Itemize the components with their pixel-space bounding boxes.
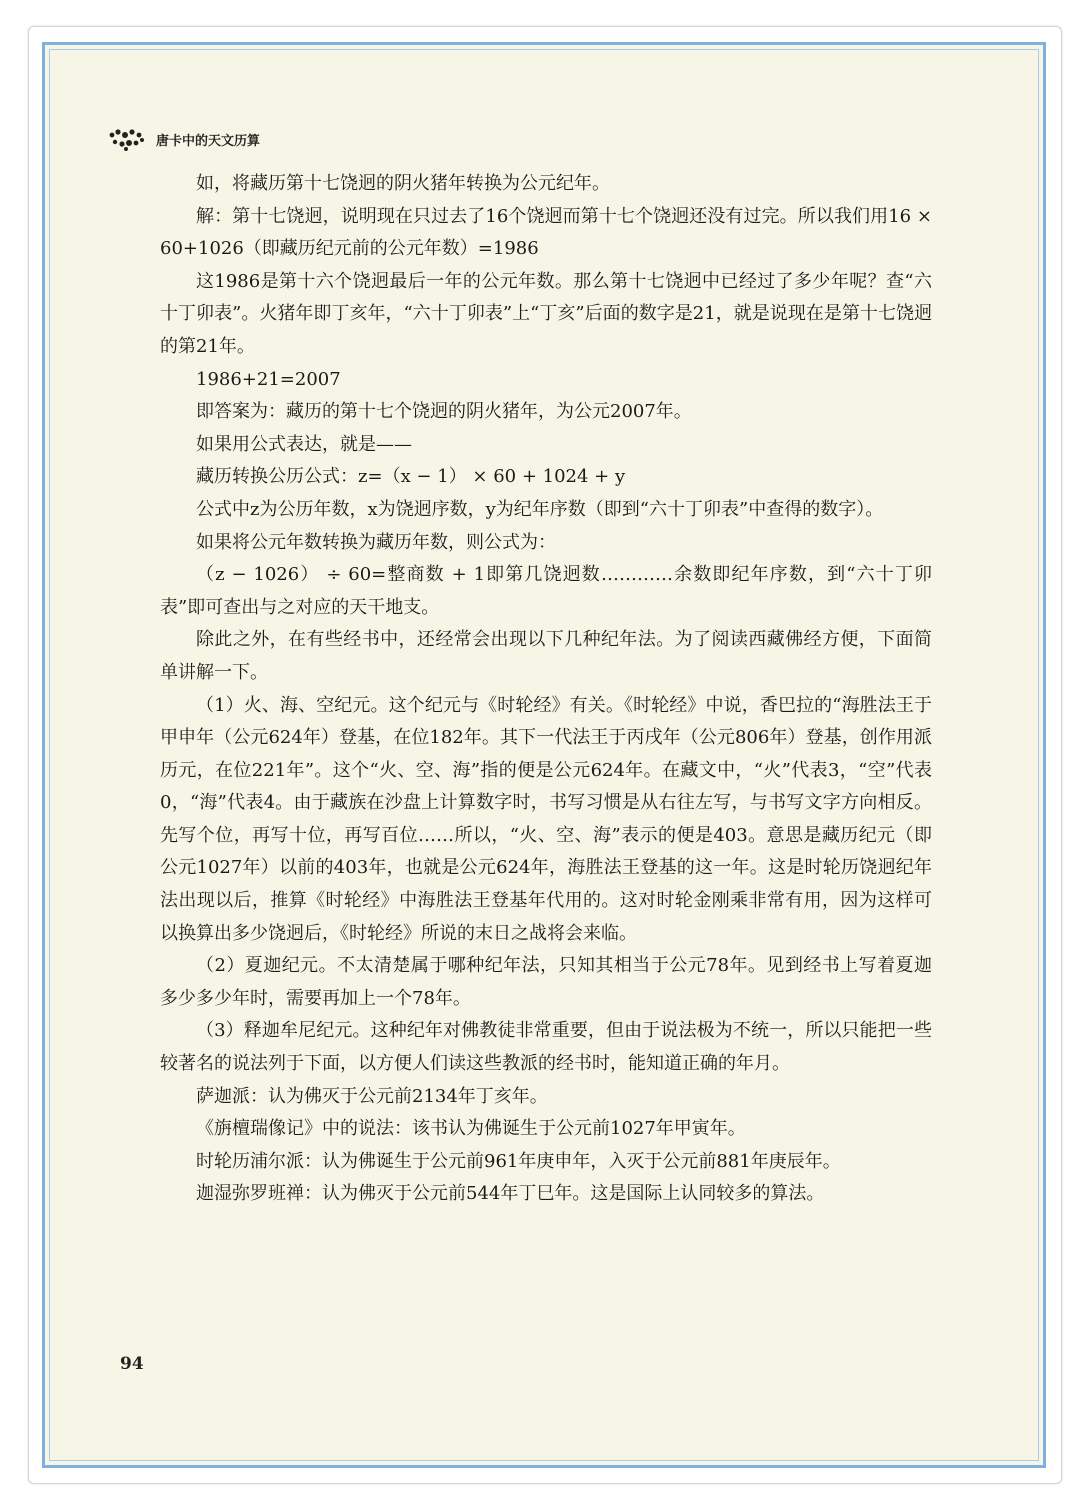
formula: （z − 1026） ÷ 60=整商数 + 1即第几饶迥数…………余数即纪年序数，到“六十丁卯表”即可查出与之对应的天干地支。 [160, 564, 932, 618]
paragraph: 1986+21=2007 [196, 368, 341, 390]
paragraph: 如果将公元年数转换为藏历年数，则公式为： [196, 531, 556, 553]
body-text [160, 168, 932, 1211]
paragraph: 如果用公式表达，就是—— [196, 433, 412, 455]
paragraph: 这1986是第十六个饶迥最后一年的公元年数。那么第十七饶迥中已经过了多少年呢？查“六十丁卯表”。火猪年即丁亥年，“六十丁卯表”上“丁亥”后面的数字是21，就是说现在是第十七饶迥的第21年。 [160, 270, 932, 357]
paragraph: （2）夏迦纪元。不太清楚属于哪种纪年法，只知其相当于公元78年。见到经书上写着夏迦多少多少年时，需要再加上一个78年。 [160, 955, 932, 1009]
ornament-logo-icon [108, 126, 148, 152]
paragraph: （3）释迦牟尼纪元。这种纪年对佛教徒非常重要，但由于说法极为不统一，所以只能把一些较著名的说法列于下面，以方便人们读这些教派的经书时，能知道正确的年月。 [160, 1020, 932, 1075]
paragraph: 解：第十七饶迥，说明现在只过去了16个饶迥而第十七个饶迥还没有过完。所以我们用16 × 60+1026（即藏历纪元前的公元年数）=1986 [160, 205, 932, 260]
page-number: 94 [120, 1354, 144, 1374]
paragraph: 时轮历浦尔派：认为佛诞生于公元前961年庚申年，入灭于公元前881年庚辰年。 [196, 1150, 841, 1172]
paragraph: 萨迦派：认为佛灭于公元前2134年丁亥年。 [196, 1085, 548, 1107]
header-title: 唐卡中的天文历算 [156, 133, 261, 149]
paragraph: 如，将藏历第十七饶迥的阴火猪年转换为公元纪年。 [196, 173, 610, 194]
paragraph: 即答案为：藏历的第十七个饶迥的阴火猪年，为公元2007年。 [196, 401, 692, 423]
paragraph: 公式中z为公历年数，x为饶迥序数，y为纪年序数（即到“六十丁卯表”中查得的数字）。 [196, 498, 884, 520]
paragraph: 迦湿弥罗班禅：认为佛灭于公元前544年丁巳年。这是国际上认同较多的算法。 [196, 1183, 825, 1205]
paragraph: 《旃檀瑞像记》中的说法：该书认为佛诞生于公元前1027年甲寅年。 [196, 1118, 746, 1140]
paragraph: 除此之外，在有些经书中，还经常会出现以下几种纪年法。为了阅读西藏佛经方便，下面简单讲解一下。 [160, 629, 932, 683]
paragraph: （1）火、海、空纪元。这个纪元与《时轮经》有关。《时轮经》中说，香巴拉的“海胜法王于甲申年（公元624年）登基，在位182年。其下一代法王于丙戌年（公元806年）登基，创作用派历元，在位221年”。这个“火、空、海”指的便是公元624年。在藏文中，“火”代表3，“空”代表0，“海”代表4。由于藏族在沙盘上计算数字时，书写习惯是从右往左写，与书写文字方向相反。先写个位，再写十位，再写百位……所以，“火、空、海”表示的便是403。意思是藏历纪元（即公元1027年）以前的403年，也就是公元624年，海胜法王登基的这一年。这是时轮历饶迥纪年法出现以后，推算《时轮经》中海胜法王登基年代用的。这对时轮金刚乘非常有用，因为这样可以换算出多少饶迥后，《时轮经》所说的末日之战将会来临。 [160, 694, 932, 944]
running-header [108, 124, 260, 154]
formula: 藏历转换公历公式：z=（x − 1） × 60 + 1024 + y [196, 466, 626, 488]
